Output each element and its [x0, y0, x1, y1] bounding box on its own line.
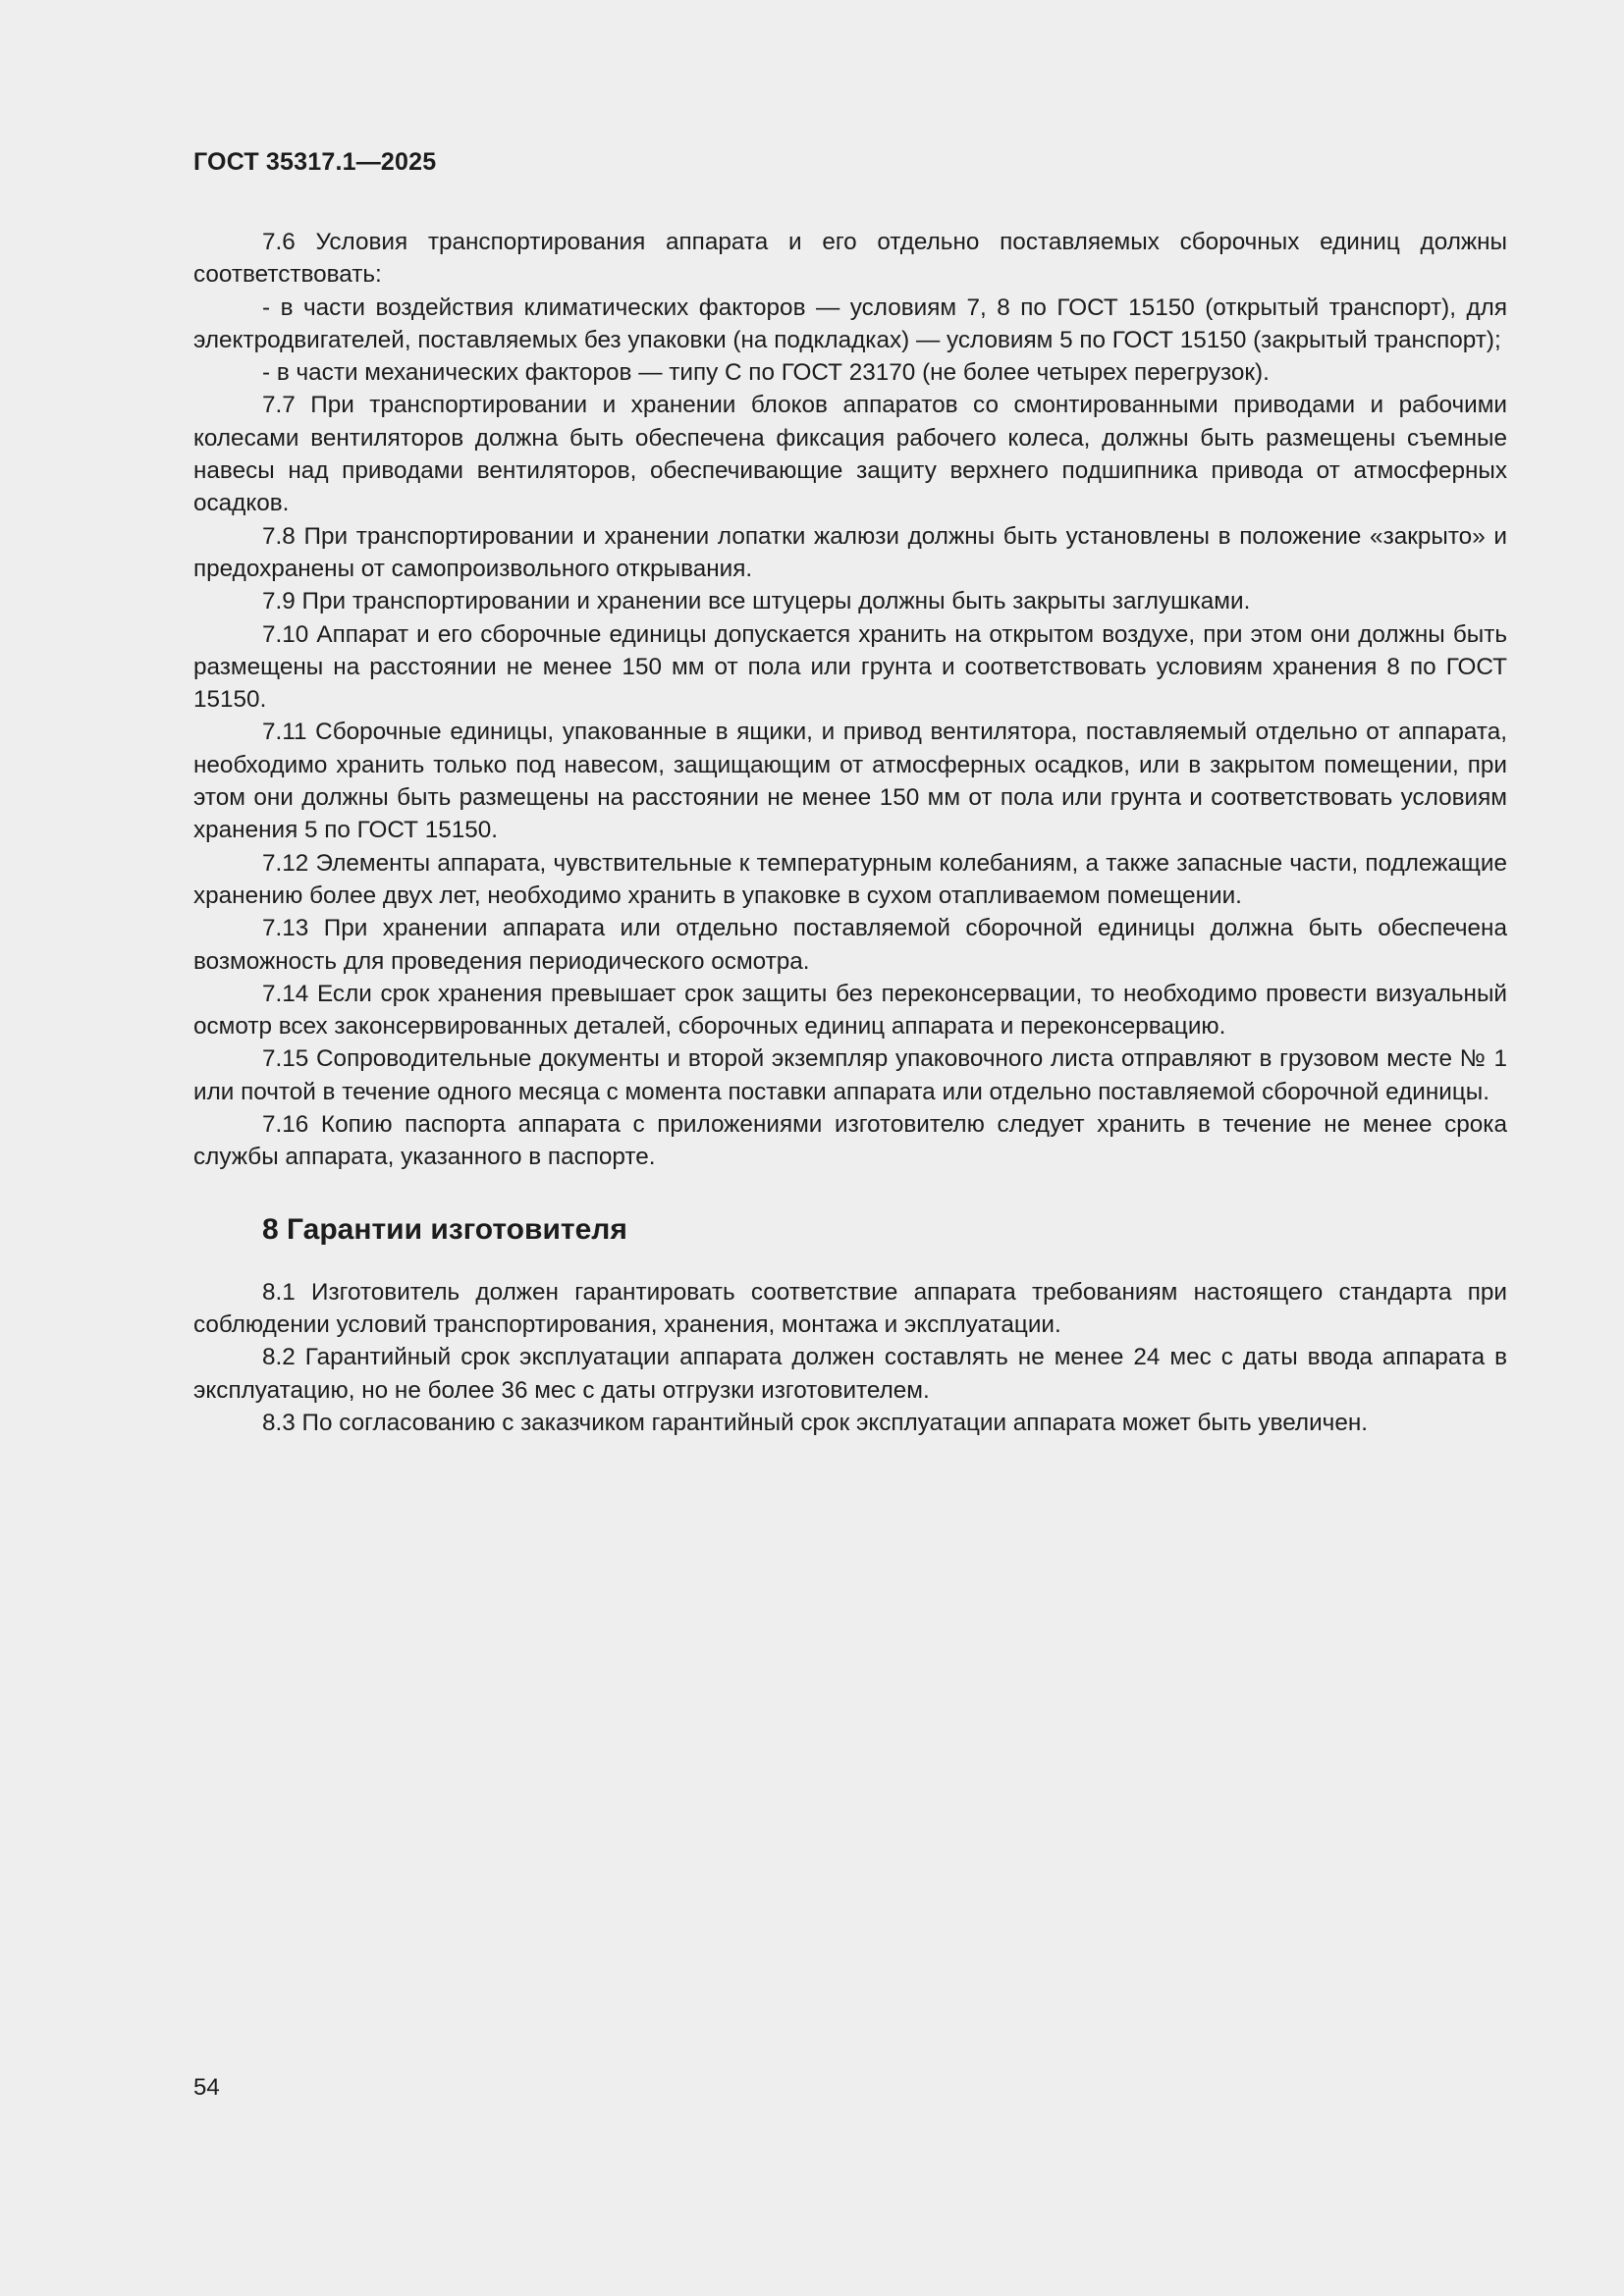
- paragraph-7-6-item-climatic: - в части воздействия климатических факторов — условиям 7, 8 по ГОСТ 15150 (открытый транспорт), для электродвигателей, поставляемых без упаковки (на подкладках) — условиям 5 по ГОСТ 15150 (закрытый транспорт);: [193, 294, 1507, 353]
- document-body: [193, 226, 1507, 1439]
- paragraph-7-16: 7.16 Копию паспорта аппарата с приложениями изготовителю следует хранить в течение не менее срока службы аппарата, указанного в паспорте.: [193, 1111, 1507, 1171]
- paragraph-7-11: 7.11 Сборочные единицы, упакованные в ящики, и привод вентилятора, поставляемый отдельно от аппарата, необходимо хранить только под навесом, защищающим от атмосферных осадков, или в закрытом помещении, при этом они должны быть размещены на расстоянии не менее 150 мм от пола или грунта и соответствовать условиям хранения 5 по ГОСТ 15150.: [193, 719, 1507, 844]
- paragraph-7-12: 7.12 Элементы аппарата, чувствительные к температурным колебаниям, а также запасные части, подлежащие хранению более двух лет, необходимо хранить в упаковке в сухом отапливаемом помещении.: [193, 849, 1507, 909]
- paragraph-7-7: 7.7 При транспортировании и хранении блоков аппаратов со смонтированными приводами и рабочими колесами вентиляторов должна быть обеспечена фиксация рабочего колеса, должны быть размещены съемные навесы над приводами вентиляторов, обеспечивающие защиту верхнего подшипника привода от атмосферных осадков.: [193, 392, 1507, 517]
- paragraph-7-8: 7.8 При транспортировании и хранении лопатки жалюзи должны быть установлены в положение «закрыто» и предохранены от самопроизвольного открывания.: [193, 522, 1507, 582]
- paragraph-7-13: 7.13 При хранении аппарата или отдельно поставляемой сборочной единицы должна быть обеспечена возможность для проведения периодического осмотра.: [193, 915, 1507, 975]
- paragraph-8-2: 8.2 Гарантийный срок эксплуатации аппарата должен составлять не менее 24 мес с даты ввода аппарата в эксплуатацию, но не более 36 мес с даты отгрузки изготовителем.: [193, 1344, 1507, 1404]
- paragraph-7-15: 7.15 Сопроводительные документы и второй экземпляр упаковочного листа отправляют в грузовом месте № 1 или почтой в течение одного месяца с момента поставки аппарата или отдельно поставляемой сборочной единицы.: [193, 1045, 1507, 1105]
- section-8-title: 8 Гарантии изготовителя: [262, 1212, 627, 1246]
- paragraph-7-6-item-mechanical: - в части механических факторов — типу С по ГОСТ 23170 (не более четырех перегрузок).: [262, 359, 1270, 387]
- paragraph-7-6: 7.6 Условия транспортирования аппарата и его отдельно поставляемых сборочных единиц должны соответствовать:: [193, 229, 1507, 289]
- page-number: 54: [193, 2074, 220, 2101]
- paragraph-7-14: 7.14 Если срок хранения превышает срок защиты без переконсервации, то необходимо провести визуальный осмотр всех законсервированных деталей, сборочных единиц аппарата и переконсервацию.: [193, 980, 1507, 1041]
- paragraph-7-9: 7.9 При транспортировании и хранении все штуцеры должны быть закрыты заглушками.: [262, 588, 1251, 615]
- paragraph-8-3: 8.3 По согласованию с заказчиком гарантийный срок эксплуатации аппарата может быть увеличен.: [262, 1409, 1368, 1436]
- paragraph-8-1: 8.1 Изготовитель должен гарантировать соответствие аппарата требованиям настоящего стандарта при соблюдении условий транспортирования, хранения, монтажа и эксплуатации.: [193, 1278, 1507, 1338]
- paragraph-7-10: 7.10 Аппарат и его сборочные единицы допускается хранить на открытом воздухе, при этом они должны быть размещены на расстоянии не менее 150 мм от пола или грунта и соответствовать условиям хранения 8 по ГОСТ 15150.: [193, 620, 1507, 714]
- document-page: [193, 0, 1507, 2296]
- document-header: ГОСТ 35317.1—2025: [193, 148, 437, 176]
